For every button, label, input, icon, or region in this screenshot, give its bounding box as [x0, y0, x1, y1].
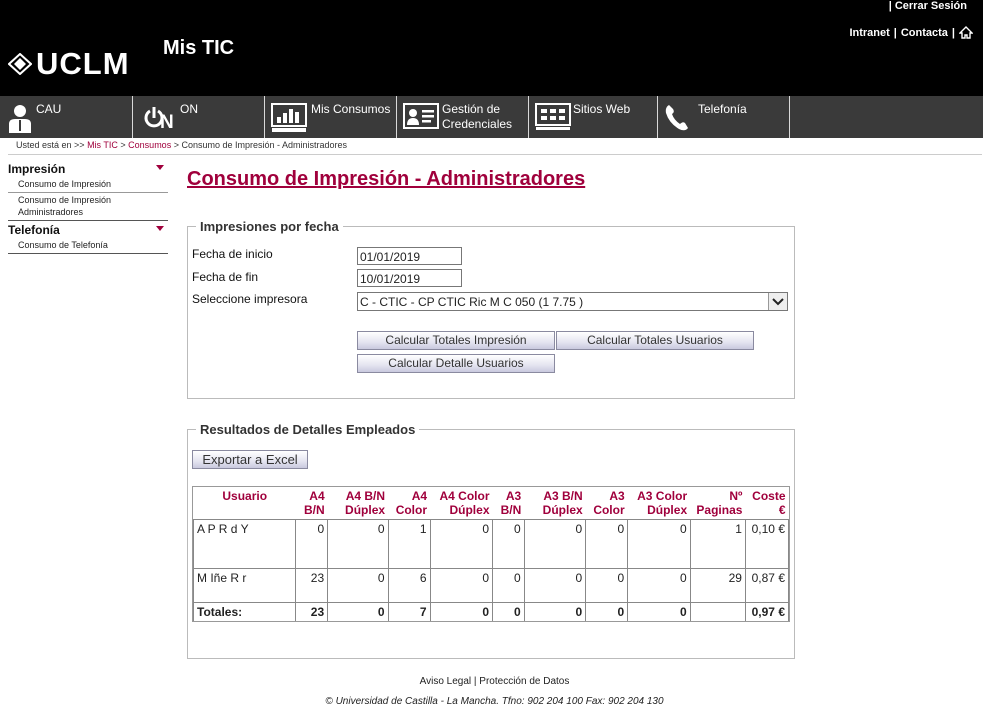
start-date-input[interactable]: 01/01/2019: [357, 247, 462, 265]
footer-links[interactable]: Aviso Legal | Protección de Datos: [419, 676, 570, 687]
nav-item-sitios-web[interactable]: [529, 96, 658, 138]
calc-detail-users-button[interactable]: Calcular Detalle Usuarios: [357, 354, 555, 373]
id-card-icon: [403, 103, 439, 131]
header: [0, 0, 983, 96]
user-icon: [6, 103, 34, 133]
results-legend: Resultados de Detalles Empleados: [200, 422, 416, 437]
cell-user: A P R d Y: [194, 520, 296, 569]
sidebar-section-impresion[interactable]: [8, 162, 168, 177]
breadcrumb-current: Consumo de Impresión - Administradores: [181, 140, 348, 150]
sidebar-link-consumo-impresion[interactable]: Consumo de Impresión: [8, 177, 168, 193]
col-header: A3 Color: [586, 487, 628, 520]
nav-item-credenciales[interactable]: [397, 96, 529, 138]
printer-label: Seleccione impresora: [192, 292, 308, 306]
cell: 0,87 €: [745, 569, 788, 603]
cell-user: M Iñe R r: [194, 569, 296, 603]
nav-item-mis-consumos[interactable]: [265, 96, 397, 138]
main-nav: [0, 96, 983, 138]
cell: 0,97 €: [745, 603, 788, 622]
col-header: A4 B/N: [296, 487, 328, 520]
monitor-chart-icon: [271, 103, 307, 133]
intranet-link[interactable]: Intranet: [849, 26, 890, 39]
phone-icon: [664, 103, 692, 133]
cell: 0: [328, 520, 388, 569]
col-header: A3 B/N: [493, 487, 525, 520]
table-row: [194, 520, 789, 569]
chevron-down-icon: [768, 293, 787, 310]
cell: 29: [690, 569, 745, 603]
col-header: A3 B/N Dúplex: [524, 487, 585, 520]
breadcrumb-link-consumos[interactable]: Consumos: [128, 140, 172, 150]
calc-totals-print-button[interactable]: Calcular Totales Impresión: [357, 331, 555, 350]
table-header-row: [194, 487, 789, 520]
cell: 0: [493, 569, 525, 603]
svg-text:N: N: [160, 112, 174, 133]
breadcrumb-divider: [8, 154, 982, 155]
cell: 0: [430, 520, 492, 569]
web-grid-icon: [535, 103, 571, 131]
export-excel-button[interactable]: Exportar a Excel: [192, 450, 308, 469]
cell: 0: [430, 603, 492, 622]
cell: 0: [524, 569, 585, 603]
sidebar-link-consumo-impresion-admin[interactable]: Consumo de Impresión Administradores: [8, 193, 168, 221]
nav-item-telefonia[interactable]: [658, 96, 790, 138]
results-table: [193, 487, 789, 622]
uclm-emblem-icon: [8, 53, 32, 75]
sidebar-section-telefonia[interactable]: [8, 223, 168, 238]
col-header: A4 B/N Dúplex: [328, 487, 388, 520]
cell: 23: [296, 569, 328, 603]
col-header: Usuario: [194, 487, 296, 520]
cell: 0: [628, 569, 690, 603]
cell: 0: [493, 603, 525, 622]
printer-select[interactable]: [357, 292, 788, 311]
col-header: A4 Color: [388, 487, 430, 520]
cell: 1: [690, 520, 745, 569]
sidebar-section-title: Impresión: [8, 162, 66, 176]
power-icon: [139, 103, 179, 133]
table-row: [194, 569, 789, 603]
cell: 0: [586, 569, 628, 603]
breadcrumb-prefix: Usted está en >>: [16, 140, 85, 150]
cell: 7: [388, 603, 430, 622]
nav-label-mis-consumos: Mis Consumos: [311, 102, 391, 116]
sidebar-link-consumo-telefonia[interactable]: Consumo de Telefonía: [8, 238, 168, 254]
app-title: Mis TIC: [163, 37, 235, 59]
totals-row: [194, 603, 789, 622]
breadcrumb: Usted está en >> Mis TIC > Consumos > Consumo de Impresión - Administradores: [16, 140, 348, 150]
end-date-input[interactable]: 10/01/2019: [357, 269, 462, 287]
nav-item-cau[interactable]: [0, 96, 133, 138]
cell: 0: [586, 520, 628, 569]
logout-area: | Cerrar Sesión: [888, 0, 967, 12]
col-header: A3 Color Dúplex: [628, 487, 690, 520]
breadcrumb-link-mis-tic[interactable]: Mis TIC: [87, 140, 118, 150]
nav-label-telefonia: Telefonía: [698, 102, 747, 116]
logo-text: UCLM: [36, 46, 130, 81]
nav-label-credenciales: Gestión de Credenciales: [442, 102, 513, 131]
col-header: Nº Paginas: [690, 487, 745, 520]
cell: 0,10 €: [745, 520, 788, 569]
nav-label-sitios-web: Sitios Web: [573, 102, 631, 116]
cell: 0: [628, 520, 690, 569]
col-header: A4 Color Dúplex: [430, 487, 492, 520]
cell: [690, 603, 745, 622]
contacta-link[interactable]: Contacta: [900, 26, 948, 39]
caret-down-icon: [156, 226, 164, 231]
cell: 0: [586, 603, 628, 622]
caret-down-icon: [156, 165, 164, 170]
nav-label-on: ON: [180, 102, 198, 116]
uclm-logo[interactable]: [8, 46, 130, 82]
col-header: Coste €: [745, 487, 788, 520]
date-filter-legend: Impresiones por fecha: [200, 219, 339, 234]
cell: 0: [296, 520, 328, 569]
printer-select-value: C - CTIC - CP CTIC Ric M C 050 (1 7.75 ): [360, 295, 584, 309]
cell: 0: [493, 520, 525, 569]
calc-totals-users-button[interactable]: Calcular Totales Usuarios: [556, 331, 754, 350]
cell: 0: [328, 569, 388, 603]
sidebar-section-title: Telefonía: [8, 223, 60, 237]
sidebar: [8, 162, 168, 254]
cell: 0: [524, 603, 585, 622]
cell: 0: [328, 603, 388, 622]
nav-item-on[interactable]: [133, 96, 265, 138]
footer-copyright: © Universidad de Castilla - La Mancha. Tfno: 902 204 100 Fax: 902 204 130: [325, 696, 664, 707]
logout-link[interactable]: Cerrar Sesión: [894, 0, 967, 12]
cell: 0: [524, 520, 585, 569]
end-date-label: Fecha de fin: [192, 270, 259, 284]
cell: 23: [296, 603, 328, 622]
nav-label-cau: CAU: [36, 102, 62, 116]
top-links: Intranet | Contacta |: [849, 26, 973, 39]
cell: 1: [388, 520, 430, 569]
page-title: Consumo de Impresión - Administradores: [187, 168, 586, 190]
cell-totals-label: Totales:: [194, 603, 296, 622]
cell: 0: [430, 569, 492, 603]
cell: 0: [628, 603, 690, 622]
start-date-label: Fecha de inicio: [192, 247, 273, 261]
home-icon[interactable]: [959, 26, 973, 39]
cell: 6: [388, 569, 430, 603]
